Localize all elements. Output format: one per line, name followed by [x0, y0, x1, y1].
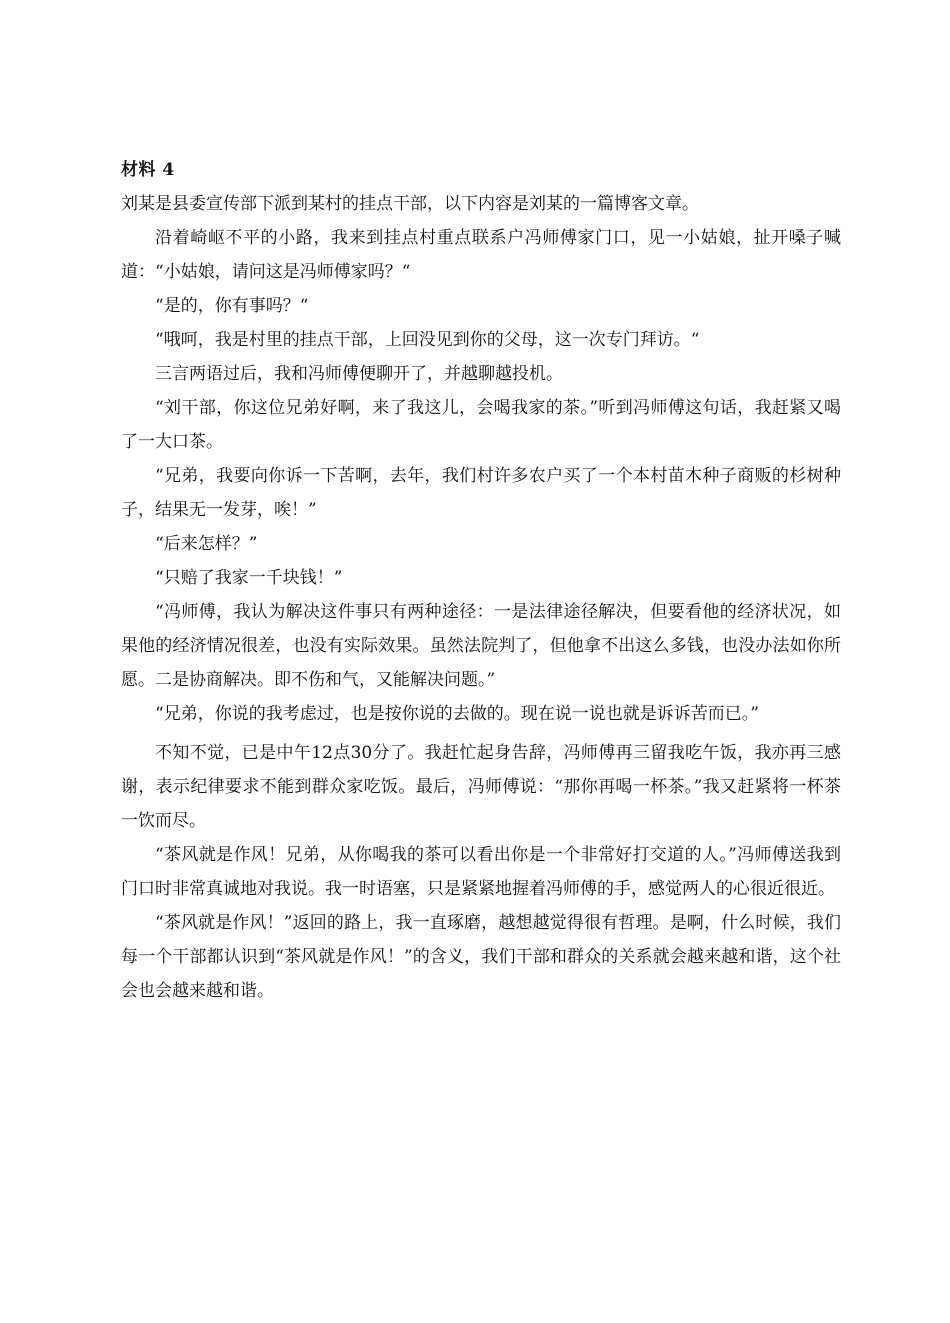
story-paragraph-2: “是的，你有事吗？“	[155, 296, 309, 316]
story-paragraph-12: “茶风就是作风！兄弟，从你喝我的茶可以看出你是一个非常好打交道的人。”冯师傅送我到门口时非常真诚地对我说。我一时语塞，只是紧紧地握着冯师傅的手，感觉两人的心很近很近。	[121, 845, 841, 899]
story-paragraph-8: “只赔了我家一千块钱！”	[155, 568, 343, 588]
story-paragraph-9: “冯师傅，我认为解决这件事只有两种途径：一是法律途径解决，但要看他的经济状况，如果他的经济情况很差，也没有实际效果。虽然法院判了，但他拿不出这么多钱，也没办法如你所愿。二是协商解决。即不伤和气，又能解决问题。”	[121, 602, 841, 690]
intro-paragraph: 刘某是县委宣传部下派到某村的挂点干部，以下内容是刘某的一篇博客文章。	[121, 194, 699, 214]
document-body	[121, 153, 841, 1008]
story-paragraph-11: 不知不觉，已是中午12点30分了。我赶忙起身告辞，冯师傅再三留我吃午饭，我亦再三感谢，表示纪律要求不能到群众家吃饭。最后，冯师傅说：“那你再喝一杯茶。”我又赶紧将一杯茶一饮而尽。	[121, 743, 841, 831]
story-paragraph-7: “后来怎样？”	[155, 534, 258, 554]
story-paragraph-3: “哦呵，我是村里的挂点干部，上回没见到你的父母，这一次专门拜访。“	[155, 330, 700, 350]
material-heading: 材料 4	[121, 160, 175, 180]
story-paragraph-5: “刘干部，你这位兄弟好啊，来了我这儿，会喝我家的茶。”听到冯师傅这句话，我赶紧又喝了一大口茶。	[121, 398, 841, 452]
story-paragraph-10: “兄弟，你说的我考虑过，也是按你说的去做的。现在说一说也就是诉诉苦而已。”	[155, 704, 759, 724]
story-paragraph-4: 三言两语过后，我和冯师傅便聊开了，并越聊越投机。	[155, 364, 563, 384]
story-paragraph-13: “茶风就是作风！”返回的路上，我一直琢磨，越想越觉得很有哲理。是啊，什么时候，我们每一个干部都认识到“茶风就是作风！”的含义，我们干部和群众的关系就会越来越和谐，这个社会也会越来越和谐。	[121, 913, 841, 1001]
story-paragraph-6: “兄弟，我要向你诉一下苦啊，去年，我们村许多农户买了一个本村苗木种子商贩的杉树种子，结果无一发芽，唉！”	[121, 466, 841, 520]
story-paragraph-1: 沿着崎岖不平的小路，我来到挂点村重点联系户冯师傅家门口，见一小姑娘，扯开嗓子喊道：“小姑娘，请问这是冯师傅家吗？“	[121, 228, 841, 282]
